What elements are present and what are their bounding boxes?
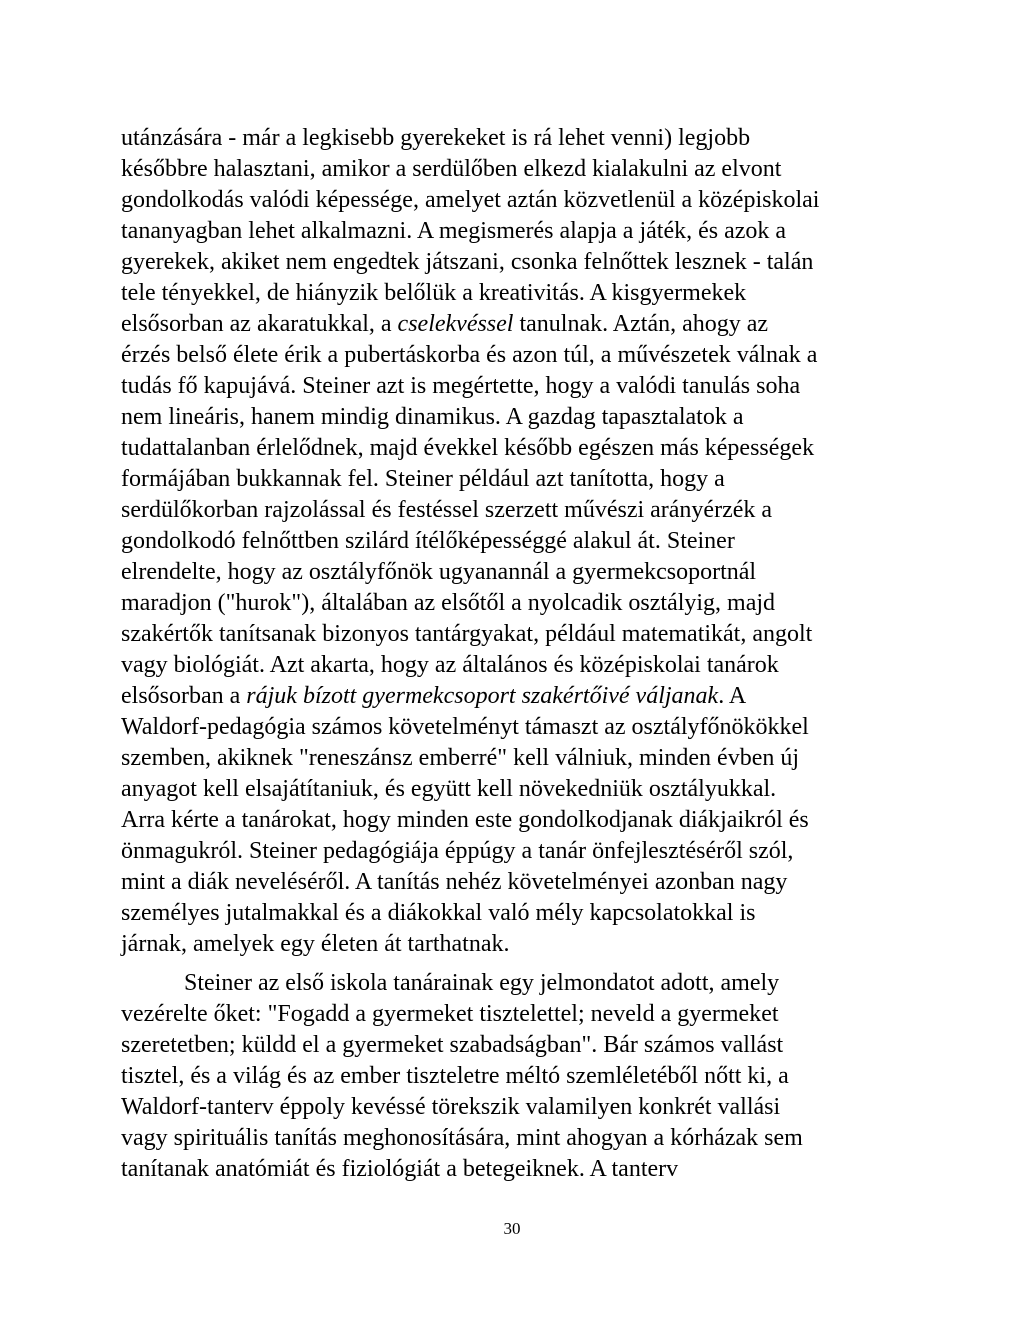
text-line: tanítanak anatómiát és fiziológiát a betegeiknek. A tanterv [121, 1156, 679, 1182]
page-number: 30 [503, 1219, 521, 1238]
text-line: gondolkodó felnőttben szilárd ítélőképességgé alakul át. Steiner [121, 528, 735, 554]
text-line: Waldorf-pedagógia számos követelményt támaszt az osztályfőnökökkel [121, 714, 809, 740]
text-line: utánzására - már a legkisebb gyerekeket is rá lehet venni) legjobb [121, 125, 751, 151]
text-line: személyes jutalmakkal és a diákokkal való mély kapcsolatokkal is [121, 900, 756, 926]
italic-emphasis: rájuk bízott gyermekcsoport szakértőivé váljanak [246, 683, 719, 709]
text-line: elsősorban az akaratukkal, a cselekvéssel tanulnak. Aztán, ahogy az [121, 311, 769, 337]
document-page [121, 123, 921, 1185]
text-line: Waldorf-tanterv éppoly kevéssé törekszik valamilyen konkrét vallási [121, 1094, 781, 1120]
text-line: tisztel, és a világ és az ember tiszteletre méltó szemléletéből nőtt ki, a [121, 1063, 789, 1089]
text-line: nem lineáris, hanem mindig dinamikus. A gazdag tapasztalatok a [121, 404, 744, 430]
text-line: mint a diák neveléséről. A tanítás nehéz követelményei azonban nagy [121, 869, 788, 895]
text-line: vagy spirituális tanítás meghonosítására, mint ahogyan a kórházak sem [121, 1125, 803, 1151]
paragraph-1 [121, 123, 921, 960]
text-line: elrendelte, hogy az osztályfőnök ugyanannál a gyermekcsoportnál [121, 559, 757, 585]
paragraph-spacer [121, 960, 921, 968]
text-line: tudattalanban érlelődnek, majd évekkel később egészen más képességek [121, 435, 815, 461]
text-line: tananyagban lehet alkalmazni. A megismerés alapja a játék, és azok a [121, 218, 787, 244]
text-line: gyerekek, akiket nem engedtek játszani, csonka felnőttek lesznek - talán [121, 249, 814, 275]
paragraph-2 [121, 968, 921, 1185]
text-line: vezérelte őket: "Fogadd a gyermeket tisztelettel; neveld a gyermeket [121, 1001, 779, 1027]
text-line: érzés belső élete érik a pubertáskorba és azon túl, a művészetek válnak a [121, 342, 818, 368]
text-line: önmagukról. Steiner pedagógiája éppúgy a tanár önfejlesztéséről szól, [121, 838, 794, 864]
text-line: maradjon ("hurok"), általában az elsőtől a nyolcadik osztályig, majd [121, 590, 776, 616]
text-line: formájában bukkannak fel. Steiner például azt tanította, hogy a [121, 466, 725, 492]
text-line: elsősorban a rájuk bízott gyermekcsoport szakértőivé váljanak. A [121, 683, 747, 709]
text-line: anyagot kell elsajátítaniuk, és együtt kell növekedniük osztályukkal. [121, 776, 777, 802]
text-line: szemben, akiknek "reneszánsz emberré" kell válniuk, minden évben új [121, 745, 800, 771]
text-line: vagy biológiát. Azt akarta, hogy az általános és középiskolai tanárok [121, 652, 779, 678]
text-line: tudás fő kapujává. Steiner azt is megértette, hogy a valódi tanulás soha [121, 373, 801, 399]
text-line: Steiner az első iskola tanárainak egy jelmondatot adott, amely [184, 970, 780, 996]
text-line: szakértők tanítsanak bizonyos tantárgyakat, például matematikát, angolt [121, 621, 813, 647]
text-line: szeretetben; küldd el a gyermeket szabadságban". Bár számos vallást [121, 1032, 784, 1058]
text-line: serdülőkorban rajzolással és festéssel szerzett művészi arányérzék a [121, 497, 773, 523]
italic-emphasis: cselekvéssel [397, 311, 514, 337]
text-line: járnak, amelyek egy életen át tarthatnak. [121, 931, 510, 957]
text-line: Arra kérte a tanárokat, hogy minden este gondolkodjanak diákjaikról és [121, 807, 809, 833]
text-line: gondolkodás valódi képessége, amelyet aztán közvetlenül a középiskolai [121, 187, 820, 213]
text-line: tele tényekkel, de hiányzik belőlük a kreativitás. A kisgyermekek [121, 280, 747, 306]
text-line: későbbre halasztani, amikor a serdülőben elkezd kialakulni az elvont [121, 156, 782, 182]
